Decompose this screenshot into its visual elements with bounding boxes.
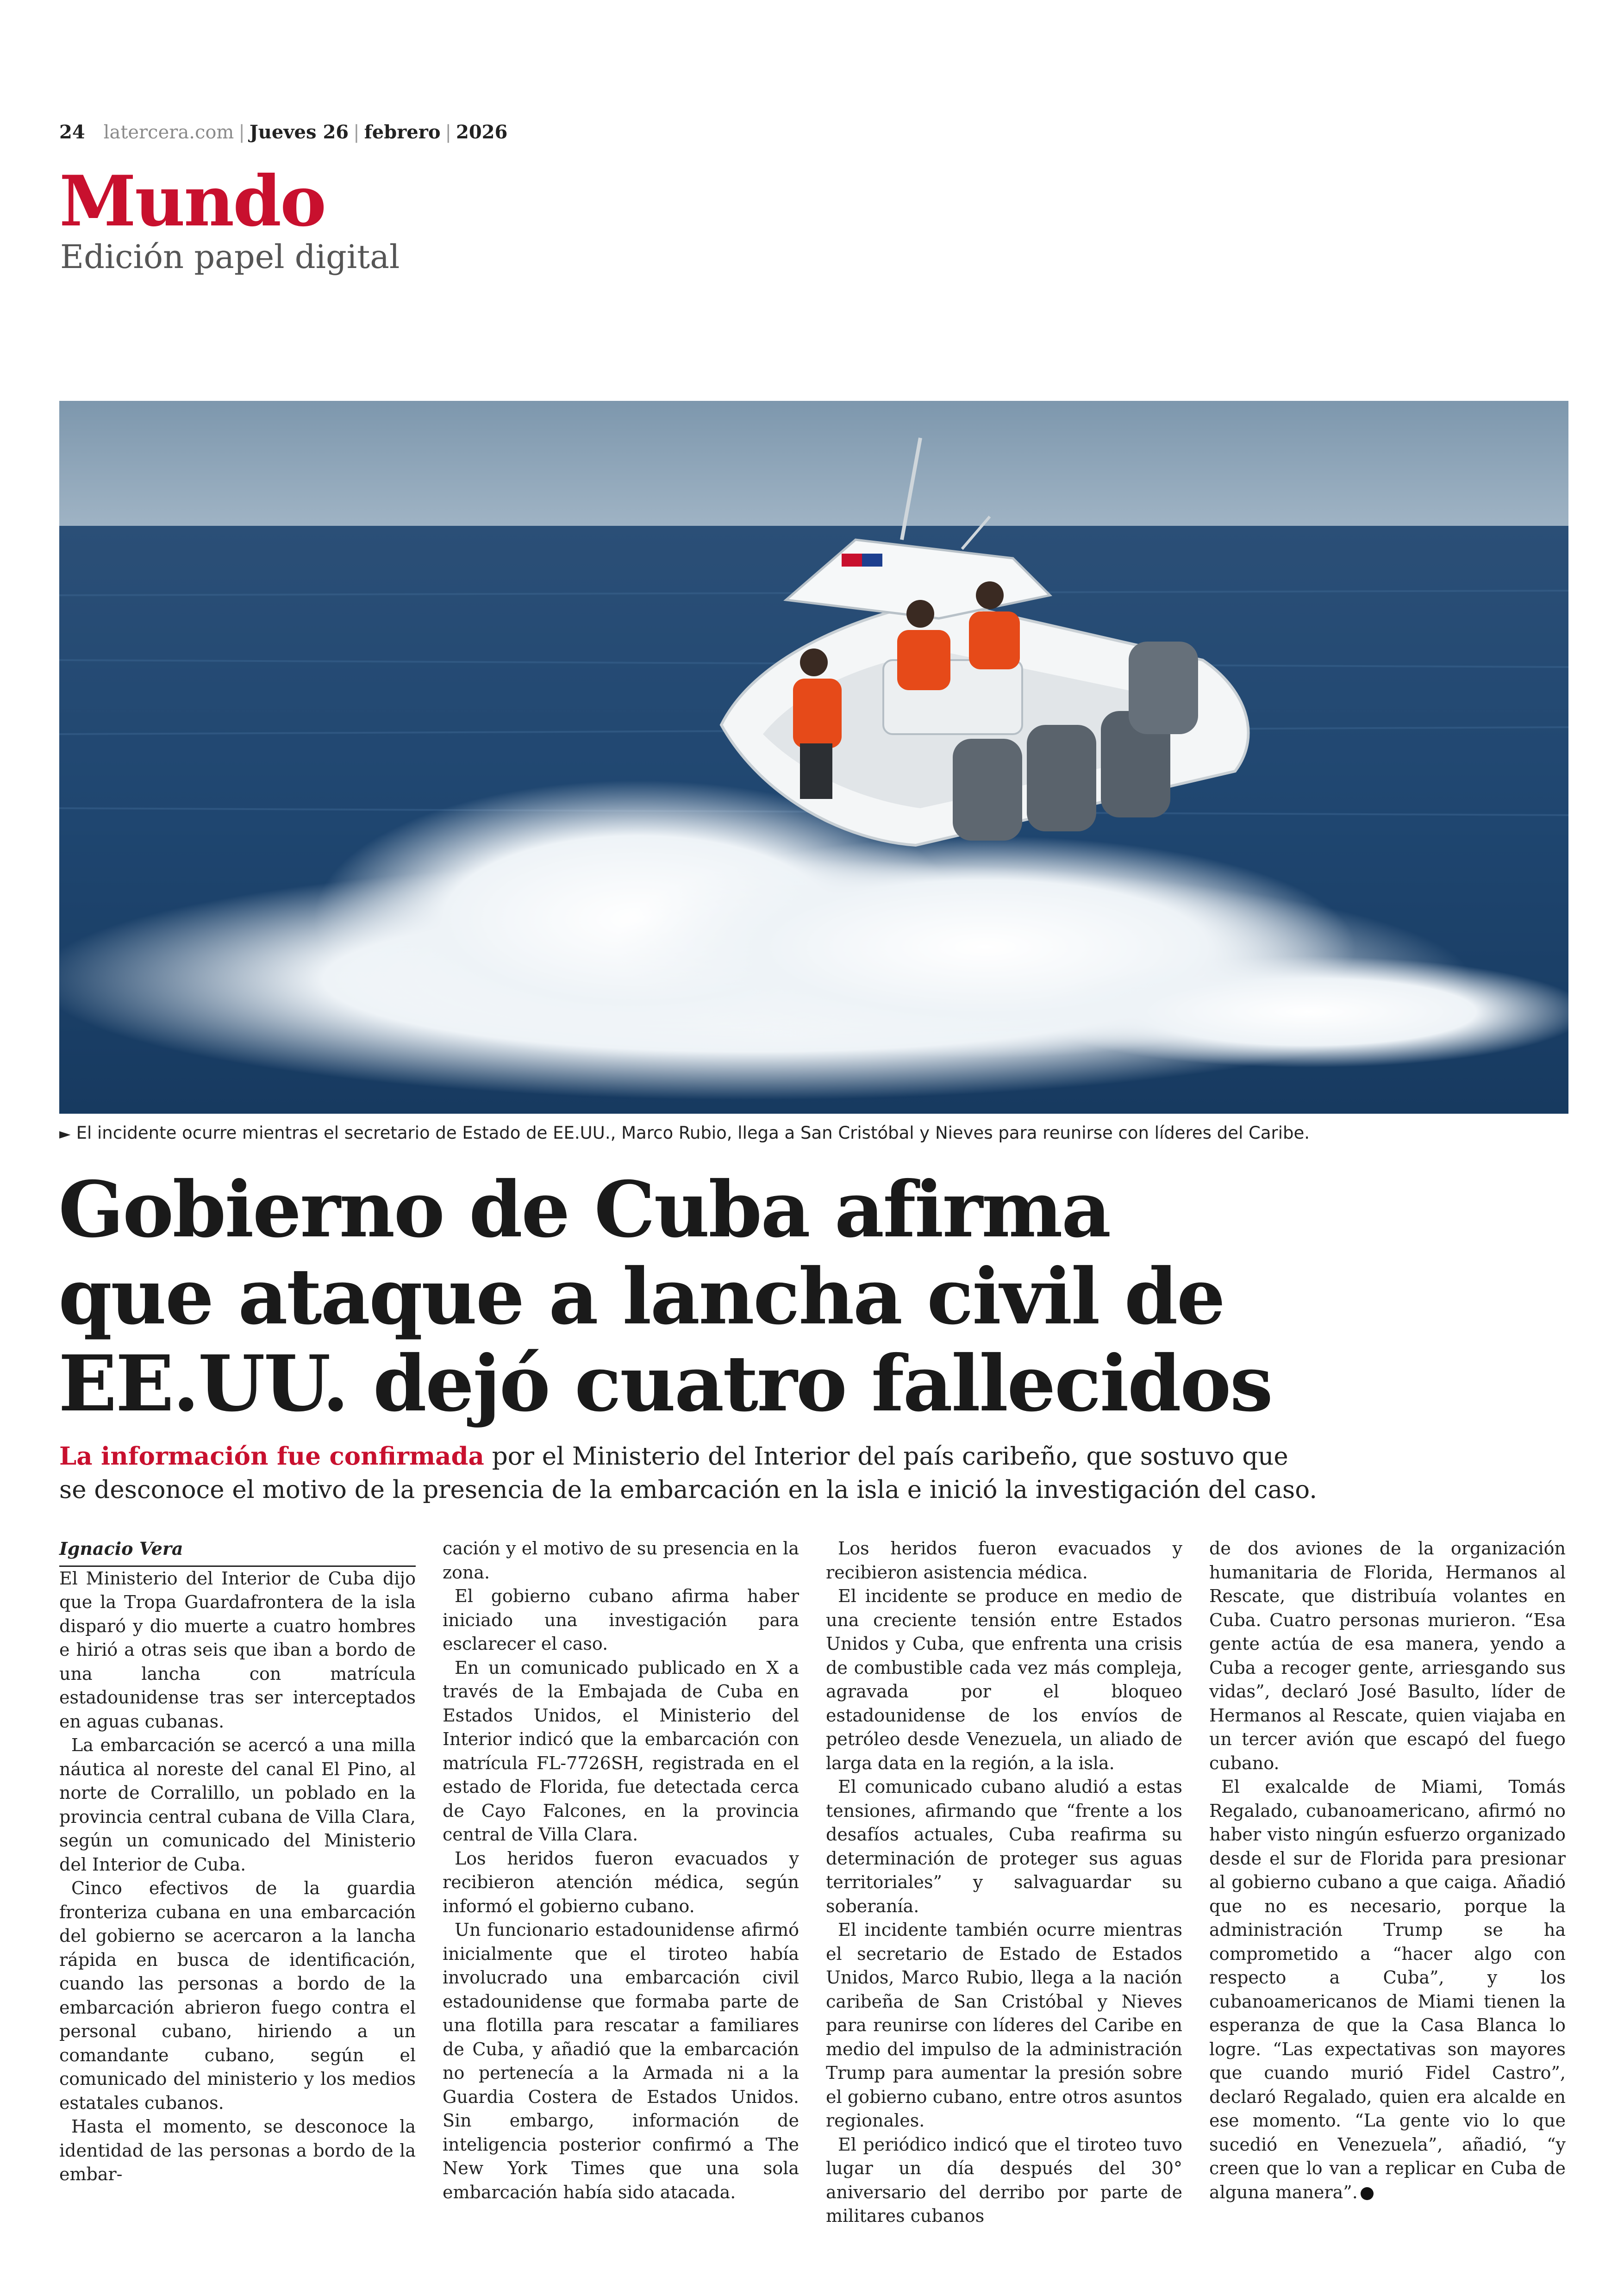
paragraph: El periódico indicó que el tiroteo tuvo lugar un día después del 30° aniversario del derribo por parte de militares cubanos (826, 2134, 1182, 2226)
page-number: 24 (59, 121, 85, 143)
deck (59, 1440, 1568, 1507)
paragraph: Un funcionario estadounidense afirmó inicialmente que el tiroteo había involucrado una embarcación civil estadounidense que formaba parte de una flotilla para rescatar a familiares de Cuba, y añadió que la embarcación no pertenecía a la Armada ni a la Guardia Costera de Estados Unidos. Sin embargo, información de inteligencia posterior confirmó a The New York Times que una sola embarcación había sido atacada. (443, 1920, 799, 2202)
deck-line1-rest: por el Ministerio del Interior del país caribeño, que sostuvo que (484, 1442, 1288, 1471)
edition-label: Edición papel digital (60, 238, 400, 276)
paragraph: El incidente se produce en medio de una creciente tensión entre Estados Unidos y Cuba, que enfrenta una crisis de combustible cada vez más compleja, agravada por el bloqueo estadounidense de los envíos de petróleo desde Venezuela, un aliado de larga data en la región, a la isla. (826, 1586, 1182, 1773)
paragraph: Hasta el momento, se desconoce la identidad de las personas a bordo de la embar- (59, 2116, 416, 2184)
paragraph: Los heridos fueron evacuados y recibieron asistencia médica. (826, 1538, 1182, 1583)
paragraph: El comunicado cubano aludió a estas tensiones, afirmando que “frente a los desafíos actuales, Cuba reafirma su determinación de proteger sus aguas territoriales” y salvaguardar su soberanía. (826, 1777, 1182, 1916)
headline-line: que ataque a lancha civil de (58, 1252, 1224, 1342)
date-year: 2026 (456, 121, 508, 143)
page-folio: 24 latercera.com | Jueves 26 | febrero | 2026 (59, 121, 508, 143)
headline (58, 1166, 1540, 1428)
byline: Ignacio Vera (59, 1537, 416, 1567)
article-column-3 (826, 1537, 1182, 2228)
caption-arrow-icon: ► (59, 1125, 71, 1142)
headline-line: Gobierno de Cuba afirma (58, 1165, 1110, 1255)
paragraph: El incidente también ocurre mientras el secretario de Estado de Estados Unidos, Marco Rubio, llega a la nación caribeña de San Cristóbal y Nieves para reunirse con líderes del Caribe en medio del impulso de la administración Trump para aumentar la presión sobre el gobierno cubano, entre otros asuntos regionales. (826, 1920, 1182, 2131)
end-mark-icon (1361, 2187, 1374, 2200)
paragraph: Cinco efectivos de la guardia fronteriza cubana en una embarcación del gobierno se acercaron a la lancha rápida en busca de identificación, cuando las personas a bordo de la embarcación abrieron fuego contra el personal cubano, hiriendo a un comandante cubano, según el comunicado del ministerio y los medios estatales cubanos. (59, 1878, 416, 2113)
paragraph: La embarcación se acercó a una milla náutica al noreste del canal El Pino, al norte de Corralillo, un poblado en la provincia central cubana de Villa Clara, según un comunicado del Ministerio del Interior de Cuba. (59, 1735, 416, 1875)
article-body (59, 1537, 1568, 2226)
article-column-2 (443, 1537, 799, 2204)
article-column-4 (1209, 1537, 1566, 2204)
section-title: Mundo (59, 161, 325, 242)
date-month: febrero (364, 121, 441, 143)
paragraph: En un comunicado publicado en X a través de la Embajada de Cuba en Estados Unidos, el Ministerio del Interior indicó que la embarcación con matrícula FL-7726SH, registrada en el estado de Florida, fue detectada cerca de Cayo Falcones, en la provincia central de Villa Clara. (443, 1657, 799, 1845)
date-weekday-day: Jueves 26 (249, 121, 349, 143)
site-name[interactable]: latercera.com (103, 122, 234, 143)
paragraph-final (1209, 1775, 1566, 2204)
photo-caption-text: El incidente ocurre mientras el secretario de Estado de EE.UU., Marco Rubio, llega a San Cristóbal y Nieves para reunirse con líderes del Caribe. (76, 1123, 1310, 1143)
paragraph-final-text: El exalcalde de Miami, Tomás Regalado, cubanoamericano, afirmó no haber visto ningún esfuerzo organizado desde el sur de Florida para presionar al gobierno cubano a que caiga. Añadió que no es necesario, porque la administración Trump se ha comprometido a “hacer algo con respecto a Cuba”, y los cubanoamericanos de Miami tienen la esperanza de que la Casa Blanca lo logre. “Las expectativas son mayores que cuando murió Fidel Castro”, declaró Regalado, quien era alcalde en ese momento. “La gente vio lo que sucedió en Venezuela”, añadió, “y creen que lo van a replicar en Cuba de alguna manera”. (1209, 1777, 1566, 2202)
paragraph: Los heridos fueron evacuados y recibieron atención médica, según informó el gobierno cubano. (443, 1848, 799, 1916)
paragraph: El gobierno cubano afirma haber iniciado una investigación para esclarecer el caso. (443, 1586, 799, 1654)
paragraph: de dos aviones de la organización humanitaria de Florida, Hermanos al Rescate, que distribuía volantes en Cuba. Cuatro personas murieron. “Esa gente actúa de esa manera, yendo a Cuba a recoger gente, arriesgando sus vidas”, declaró José Basulto, líder de Hermanos al Rescate, quien viajaba en un tercer avión que escapó del fuego cubano. (1209, 1538, 1566, 1773)
photo-caption (59, 1123, 1568, 1143)
article-column-1 (59, 1537, 416, 2187)
paragraph: cación y el motivo de su presencia en la zona. (443, 1538, 799, 1583)
deck-lead: La información fue confirmada (59, 1442, 484, 1471)
speedboat-photo (59, 401, 1568, 1114)
paragraph: El Ministerio del Interior de Cuba dijo que la Tropa Guardafrontera de la isla disparó y dio muerte a cuatro hombres e hirió a otras seis que iban a bordo de una lancha con matrícula estadounidense tras ser interceptados en aguas cubanas. (59, 1568, 416, 1732)
headline-line: EE.UU. dejó cuatro fallecidos (58, 1339, 1272, 1429)
deck-line (59, 1440, 1568, 1473)
deck-line2: se desconoce el motivo de la presencia de la embarcación en la isla e inició la investigación del caso. (59, 1476, 1318, 1504)
